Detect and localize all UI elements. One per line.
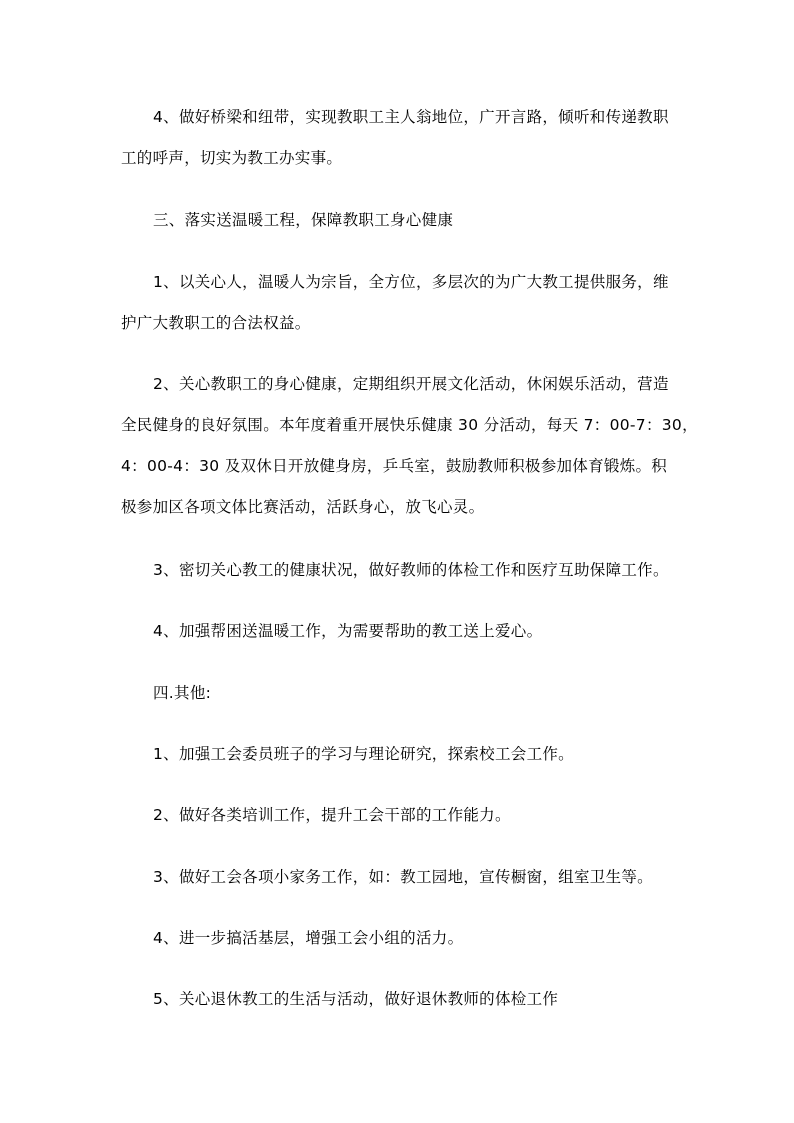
text-line: 2、做好各类培训工作，提升工会干部的工作能力。 (153, 806, 511, 824)
text-line: 四.其他: (153, 684, 212, 702)
text-line: 三、落实送温暖工程，保障教职工身心健康 (153, 211, 454, 229)
text-line: 5、关心退休教工的生活与活动，做好退休教师的体检工作 (153, 990, 559, 1008)
paragraph-bridge (121, 97, 679, 179)
section-heading-4 (121, 673, 679, 714)
paragraph-grassroots (121, 918, 679, 959)
text-line: 极参加区各项文体比赛活动，活跃身心，放飞心灵。 (121, 498, 485, 516)
paragraph-care (121, 262, 679, 344)
text-line: 4、做好桥梁和纽带，实现教职工主人翁地位，广开言路，倾听和传递教职 (153, 108, 669, 126)
text-line: 1、以关心人，温暖人为宗旨，全方位，多层次的为广大教工提供服务，维 (153, 273, 669, 291)
section-heading-3 (121, 200, 679, 241)
paragraph-checkup (121, 550, 679, 591)
text-line: 护广大教职工的合法权益。 (121, 314, 311, 332)
text-line: 3、密切关心教工的健康状况，做好教师的体检工作和医疗互助保障工作。 (153, 561, 669, 579)
text-line: 4：00-4：30 及双休日开放健身房，乒乓室，鼓励教师积极参加体育锻炼。积 (121, 457, 668, 475)
paragraph-training (121, 795, 679, 836)
paragraph-housework (121, 857, 679, 898)
text-line: 3、做好工会各项小家务工作，如：教工园地，宣传橱窗，组室卫生等。 (153, 868, 653, 886)
text-line: 1、加强工会委员班子的学习与理论研究，探索校工会工作。 (153, 745, 574, 763)
text-line: 全民健身的良好氛围。本年度着重开展快乐健康 30 分活动，每天 7：00-7：30， (121, 416, 698, 434)
paragraph-health (121, 364, 698, 528)
text-line: 工的呼声，切实为教工办实事。 (121, 149, 343, 167)
paragraph-support (121, 611, 679, 652)
text-line: 4、加强帮困送温暖工作，为需要帮助的教工送上爱心。 (153, 622, 543, 640)
text-line: 4、进一步搞活基层，增强工会小组的活力。 (153, 929, 464, 947)
paragraph-retirees (121, 979, 679, 1020)
paragraph-study (121, 734, 679, 775)
text-line: 2、关心教职工的身心健康，定期组织开展文化活动，休闲娱乐活动，营造 (153, 375, 669, 393)
